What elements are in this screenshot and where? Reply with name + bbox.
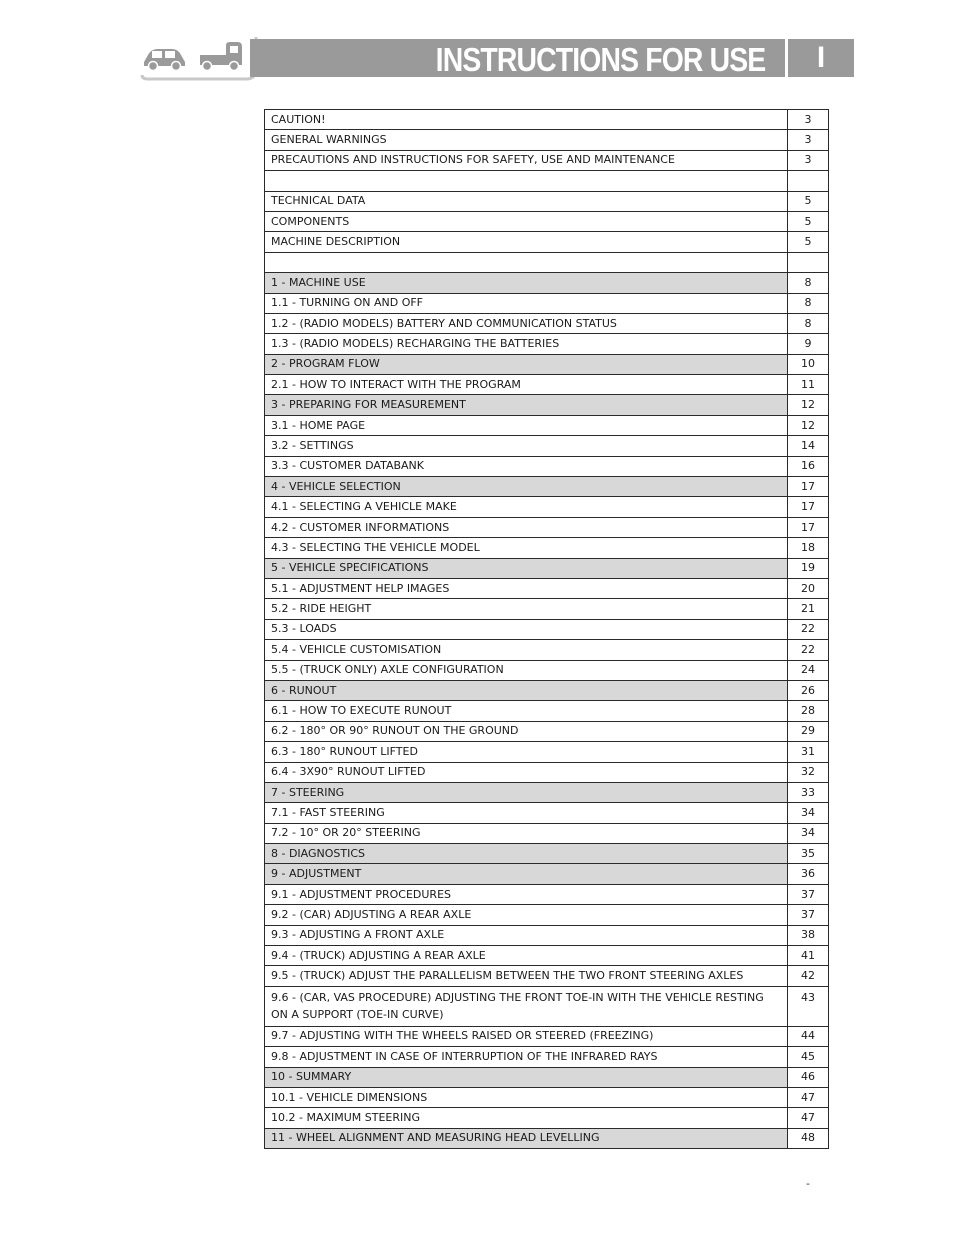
toc-entry-page: 34 [788, 803, 829, 823]
toc-entry-title: 6.3 - 180° RUNOUT LIFTED [265, 742, 788, 762]
toc-entry-page: 17 [788, 517, 829, 537]
toc-entry-page: 38 [788, 925, 829, 945]
toc-row [265, 232, 829, 252]
toc-entry-title: 3.1 - HOME PAGE [265, 415, 788, 435]
toc-entry-page: 29 [788, 721, 829, 741]
toc-entry-title: 9.6 - (CAR, VAS PROCEDURE) ADJUSTING THE FRONT TOE-IN WITH THE VEHICLE RESTING ON A SUPPORT (TOE-IN CURVE) [265, 986, 788, 1026]
toc-entry-page: 37 [788, 884, 829, 904]
toc-entry-title: 5.5 - (TRUCK ONLY) AXLE CONFIGURATION [265, 660, 788, 680]
toc-row [265, 884, 829, 904]
table-of-contents [264, 109, 829, 1149]
toc-row [265, 211, 829, 231]
toc-entry-page: 24 [788, 660, 829, 680]
toc-entry-page: 12 [788, 415, 829, 435]
toc-entry-title: 4.2 - CUSTOMER INFORMATIONS [265, 517, 788, 537]
toc-entry-title: 3 - PREPARING FOR MEASUREMENT [265, 395, 788, 415]
toc-row [265, 171, 829, 191]
toc-row [265, 334, 829, 354]
toc-entry-title: 5.2 - RIDE HEIGHT [265, 599, 788, 619]
toc-row [265, 742, 829, 762]
toc-row [265, 986, 829, 1026]
toc-section-row [265, 844, 829, 864]
toc-entry-page: 20 [788, 578, 829, 598]
toc-entry-title: 4.3 - SELECTING THE VEHICLE MODEL [265, 538, 788, 558]
toc-entry-page: 37 [788, 905, 829, 925]
toc-entry-page: 34 [788, 823, 829, 843]
toc-entry-title: 2.1 - HOW TO INTERACT WITH THE PROGRAM [265, 375, 788, 395]
toc-entry-title: GENERAL WARNINGS [265, 130, 788, 150]
toc-section-row [265, 782, 829, 802]
toc-row [265, 130, 829, 150]
toc-entry-page: 35 [788, 844, 829, 864]
toc-entry-page: 41 [788, 946, 829, 966]
toc-entry-title: 5.3 - LOADS [265, 619, 788, 639]
toc-entry-page: 9 [788, 334, 829, 354]
toc-row [265, 640, 829, 660]
toc-entry-page: 11 [788, 375, 829, 395]
toc-entry-page: 43 [788, 986, 829, 1026]
toc-entry-page: 10 [788, 354, 829, 374]
toc-row [265, 1087, 829, 1107]
toc-row [265, 191, 829, 211]
toc-entry-page: 48 [788, 1128, 829, 1148]
language-code: I [788, 39, 854, 77]
page-number: - [806, 1177, 810, 1190]
toc-entry-title: 9 - ADJUSTMENT [265, 864, 788, 884]
toc-entry-page: 12 [788, 395, 829, 415]
toc-entry-title: 9.2 - (CAR) ADJUSTING A REAR AXLE [265, 905, 788, 925]
toc-entry-page: 32 [788, 762, 829, 782]
toc-entry-page: 18 [788, 538, 829, 558]
toc-entry-title: 9.3 - ADJUSTING A FRONT AXLE [265, 925, 788, 945]
toc-entry-title: 4 - VEHICLE SELECTION [265, 477, 788, 497]
toc-entry-title: 9.7 - ADJUSTING WITH THE WHEELS RAISED OR STEERED (FREEZING) [265, 1026, 788, 1046]
toc-entry-page: 36 [788, 864, 829, 884]
toc-entry-page: 16 [788, 456, 829, 476]
toc-entry-title: 1.3 - (RADIO MODELS) RECHARGING THE BATTERIES [265, 334, 788, 354]
toc-entry-title: 5.1 - ADJUSTMENT HELP IMAGES [265, 578, 788, 598]
toc-entry-title: 9.5 - (TRUCK) ADJUST THE PARALLELISM BETWEEN THE TWO FRONT STEERING AXLES [265, 966, 788, 986]
toc-entry-page: 17 [788, 497, 829, 517]
toc-entry-title: 7 - STEERING [265, 782, 788, 802]
toc-entry-title [265, 252, 788, 272]
toc-entry-title: 10 - SUMMARY [265, 1067, 788, 1087]
toc-row [265, 517, 829, 537]
toc-section-row [265, 1067, 829, 1087]
toc-row [265, 1108, 829, 1128]
toc-row [265, 375, 829, 395]
toc-entry-page: 22 [788, 640, 829, 660]
toc-section-row [265, 1128, 829, 1148]
toc-row [265, 905, 829, 925]
toc-entry-page: 8 [788, 313, 829, 333]
toc-entry-title: 5 - VEHICLE SPECIFICATIONS [265, 558, 788, 578]
toc-entry-page [788, 252, 829, 272]
toc-entry-page: 26 [788, 680, 829, 700]
toc-entry-title: 1 - MACHINE USE [265, 273, 788, 293]
toc-entry-page [788, 171, 829, 191]
toc-row [265, 966, 829, 986]
toc-entry-page: 33 [788, 782, 829, 802]
toc-section-row [265, 477, 829, 497]
toc-row [265, 150, 829, 170]
toc-row [265, 436, 829, 456]
toc-entry-page: 8 [788, 293, 829, 313]
toc-entry-title: 6.1 - HOW TO EXECUTE RUNOUT [265, 701, 788, 721]
toc-row [265, 1026, 829, 1046]
toc-row [265, 538, 829, 558]
toc-entry-title [265, 171, 788, 191]
toc-row [265, 497, 829, 517]
toc-row [265, 110, 829, 130]
toc-row [265, 313, 829, 333]
toc-row [265, 578, 829, 598]
toc-entry-title: 11 - WHEEL ALIGNMENT AND MEASURING HEAD LEVELLING [265, 1128, 788, 1148]
toc-entry-page: 3 [788, 150, 829, 170]
header-vehicle-tab [134, 37, 258, 83]
toc-entry-title: 3.3 - CUSTOMER DATABANK [265, 456, 788, 476]
toc-row [265, 599, 829, 619]
toc-entry-page: 3 [788, 110, 829, 130]
toc-row [265, 823, 829, 843]
toc-entry-title: 9.4 - (TRUCK) ADJUSTING A REAR AXLE [265, 946, 788, 966]
toc-entry-page: 31 [788, 742, 829, 762]
toc-entry-title: CAUTION! [265, 110, 788, 130]
toc-entry-title: 10.1 - VEHICLE DIMENSIONS [265, 1087, 788, 1107]
car-icon [144, 49, 185, 71]
toc-section-row [265, 354, 829, 374]
toc-entry-title: 8 - DIAGNOSTICS [265, 844, 788, 864]
toc-entry-title: 6 - RUNOUT [265, 680, 788, 700]
toc-entry-title: TECHNICAL DATA [265, 191, 788, 211]
toc-entry-title: 3.2 - SETTINGS [265, 436, 788, 456]
toc-row [265, 1047, 829, 1067]
toc-entry-title: 5.4 - VEHICLE CUSTOMISATION [265, 640, 788, 660]
toc-entry-page: 14 [788, 436, 829, 456]
toc-row [265, 619, 829, 639]
toc-entry-title: PRECAUTIONS AND INSTRUCTIONS FOR SAFETY, USE AND MAINTENANCE [265, 150, 788, 170]
toc-row [265, 252, 829, 272]
toc-entry-page: 21 [788, 599, 829, 619]
truck-icon [200, 42, 242, 71]
toc-row [265, 456, 829, 476]
toc-entry-title: MACHINE DESCRIPTION [265, 232, 788, 252]
toc-entry-page: 47 [788, 1108, 829, 1128]
toc-entry-title: 7.1 - FAST STEERING [265, 803, 788, 823]
toc-row [265, 803, 829, 823]
page-title: INSTRUCTIONS FOR USE [435, 41, 765, 78]
toc-entry-title: COMPONENTS [265, 211, 788, 231]
toc-entry-page: 17 [788, 477, 829, 497]
toc-row [265, 762, 829, 782]
toc-section-row [265, 273, 829, 293]
header-bar [250, 39, 785, 77]
toc-row [265, 415, 829, 435]
toc-row [265, 701, 829, 721]
toc-row [265, 925, 829, 945]
toc-row [265, 946, 829, 966]
toc-section-row [265, 558, 829, 578]
toc-entry-title: 9.8 - ADJUSTMENT IN CASE OF INTERRUPTION OF THE INFRARED RAYS [265, 1047, 788, 1067]
toc-entry-title: 6.2 - 180° OR 90° RUNOUT ON THE GROUND [265, 721, 788, 741]
toc-entry-title: 1.1 - TURNING ON AND OFF [265, 293, 788, 313]
toc-entry-page: 22 [788, 619, 829, 639]
toc-row [265, 721, 829, 741]
toc-entry-page: 5 [788, 232, 829, 252]
toc-entry-page: 5 [788, 211, 829, 231]
toc-entry-page: 42 [788, 966, 829, 986]
toc-entry-page: 45 [788, 1047, 829, 1067]
toc-entry-page: 3 [788, 130, 829, 150]
toc-entry-page: 5 [788, 191, 829, 211]
toc-entry-title: 6.4 - 3X90° RUNOUT LIFTED [265, 762, 788, 782]
toc-entry-title: 1.2 - (RADIO MODELS) BATTERY AND COMMUNICATION STATUS [265, 313, 788, 333]
toc-row [265, 293, 829, 313]
toc-entry-page: 28 [788, 701, 829, 721]
toc-entry-page: 47 [788, 1087, 829, 1107]
toc-entry-page: 8 [788, 273, 829, 293]
toc-section-row [265, 395, 829, 415]
toc-entry-title: 2 - PROGRAM FLOW [265, 354, 788, 374]
toc-entry-title: 10.2 - MAXIMUM STEERING [265, 1108, 788, 1128]
toc-row [265, 660, 829, 680]
toc-entry-title: 4.1 - SELECTING A VEHICLE MAKE [265, 497, 788, 517]
toc-entry-title: 7.2 - 10° OR 20° STEERING [265, 823, 788, 843]
toc-section-row [265, 864, 829, 884]
toc-entry-page: 19 [788, 558, 829, 578]
toc-entry-page: 44 [788, 1026, 829, 1046]
toc-section-row [265, 680, 829, 700]
toc-entry-page: 46 [788, 1067, 829, 1087]
toc-entry-title: 9.1 - ADJUSTMENT PROCEDURES [265, 884, 788, 904]
toc-body [265, 110, 829, 1149]
